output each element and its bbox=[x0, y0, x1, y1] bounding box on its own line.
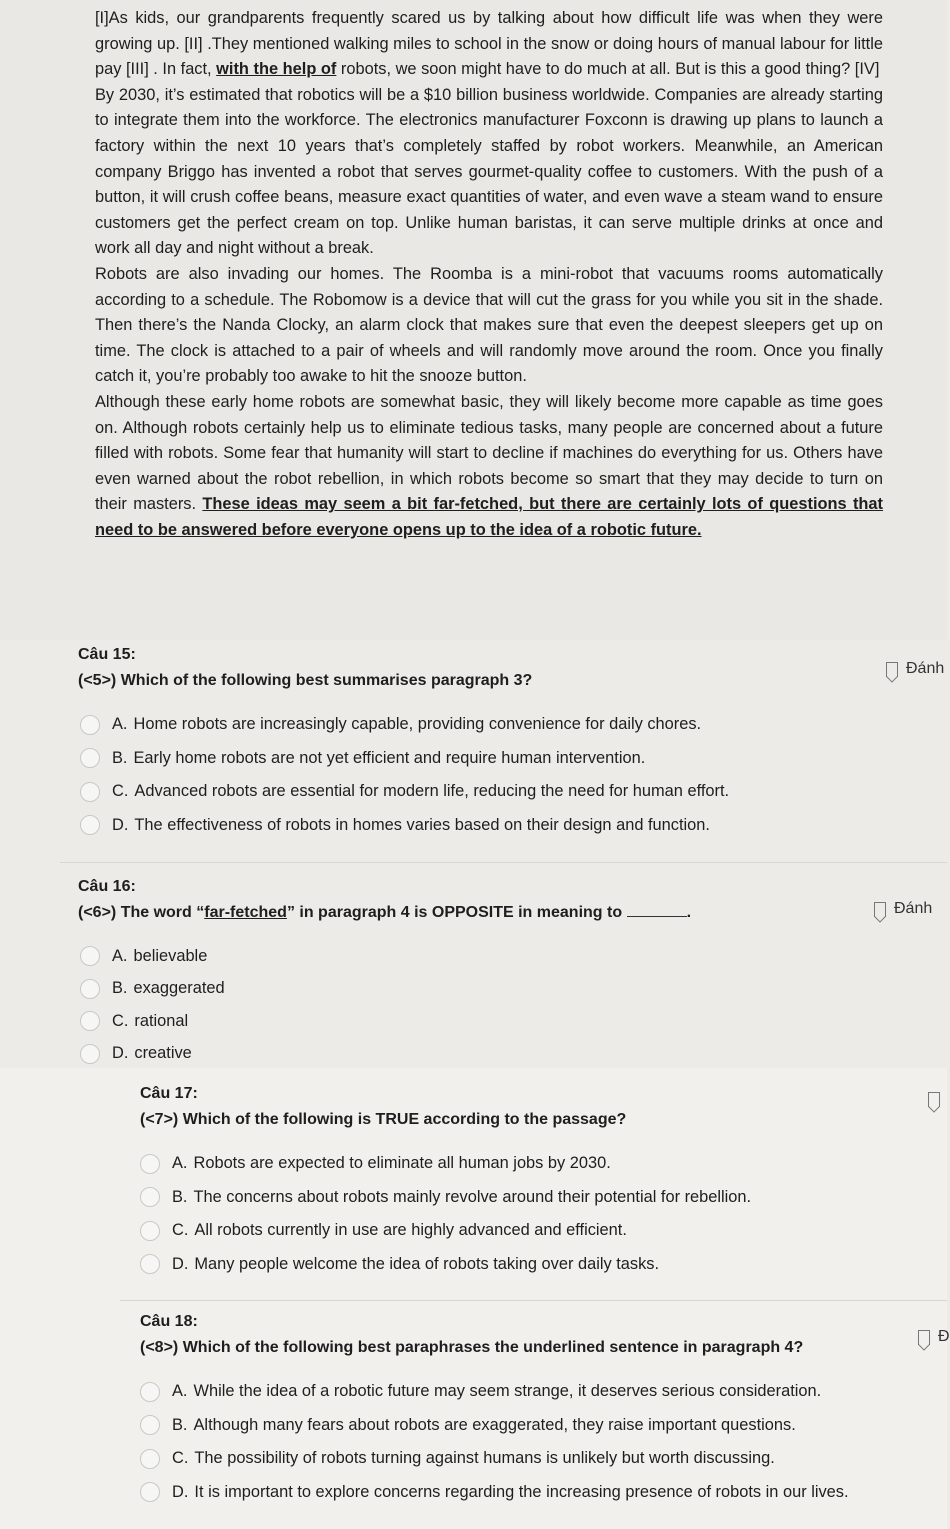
question-text: (<6>) The word “far-fetched” in paragraph 4 is OPPOSITE in meaning to . bbox=[78, 904, 692, 921]
question-label: Câu 17: bbox=[140, 1085, 198, 1102]
option-c[interactable]: C. The possibility of robots turning against humans is unlikely but worth discussing. bbox=[140, 1442, 920, 1476]
bookmark-icon bbox=[874, 902, 886, 917]
paragraph-2: By 2030, it’s estimated that robotics will be a $10 billion business worldwide. Companies are already starting to integrate them into the workforce. The electronics manufacturer Foxconn is drawing up plans to launch a factory within the next 10 years that’s completely staffed by robot workers. Meanwhile, an American company Briggo has invented a robot that serves gourmet-quality coffee to customers. With the push of a button, it will crush coffee beans, measure exact quantities of water, and even wave a steam wand to ensure customers get the perfect cream on top. Unlike human baristas, it can serve multiple drinks at once and work all day and night without a break. bbox=[95, 85, 883, 258]
radio-button[interactable] bbox=[80, 979, 100, 999]
radio-button[interactable] bbox=[140, 1415, 160, 1435]
bookmark-icon bbox=[918, 1330, 930, 1345]
radio-button[interactable] bbox=[80, 1011, 100, 1031]
question-16 bbox=[78, 878, 878, 1070]
radio-button[interactable] bbox=[140, 1221, 160, 1241]
radio-button[interactable] bbox=[80, 946, 100, 966]
flag-question-16[interactable]: Đánh bbox=[874, 900, 932, 918]
radio-button[interactable] bbox=[80, 748, 100, 768]
option-d[interactable]: D. Many people welcome the idea of robots taking over daily tasks. bbox=[140, 1248, 920, 1282]
reading-passage bbox=[0, 0, 947, 640]
option-d[interactable]: D. It is important to explore concerns regarding the increasing presence of robots in our lives. bbox=[140, 1476, 920, 1510]
option-d[interactable]: D. The effectiveness of robots in homes varies based on their design and function. bbox=[80, 809, 878, 843]
answer-blank bbox=[627, 916, 687, 917]
question-15 bbox=[78, 646, 878, 842]
paragraph-1: [I]As kids, our grandparents frequently scared us by talking about how difficult life was when they were growing up. [II] .They mentioned walking miles to school in the snow or doing hours of manual labour for little pay [III] . In fact, with the help of robots, we soon might have to do much at all. But is this a good thing? [IV] bbox=[95, 9, 883, 79]
flag-question-15[interactable]: Đánh bbox=[886, 660, 944, 678]
underlined-phrase: with the help of bbox=[216, 60, 337, 79]
radio-button[interactable] bbox=[140, 1482, 160, 1502]
bookmark-icon bbox=[886, 662, 898, 677]
radio-button[interactable] bbox=[140, 1449, 160, 1469]
option-a[interactable]: A. While the idea of a robotic future may seem strange, it deserves serious consideration. bbox=[140, 1375, 920, 1409]
radio-button[interactable] bbox=[80, 715, 100, 735]
highlighted-word: far-fetched bbox=[204, 904, 287, 921]
question-label: Câu 15: bbox=[78, 646, 136, 663]
radio-button[interactable] bbox=[80, 1044, 100, 1064]
question-text: (<7>) Which of the following is TRUE according to the passage? bbox=[140, 1111, 627, 1128]
option-b[interactable]: B. exaggerated bbox=[80, 973, 878, 1006]
question-label: Câu 18: bbox=[140, 1313, 198, 1330]
radio-button[interactable] bbox=[80, 782, 100, 802]
radio-button[interactable] bbox=[140, 1154, 160, 1174]
option-c[interactable]: C. rational bbox=[80, 1005, 878, 1038]
question-18 bbox=[140, 1313, 920, 1509]
option-b[interactable]: B. Although many fears about robots are exaggerated, they raise important questions. bbox=[140, 1409, 920, 1443]
paragraph-4: Although these early home robots are somewhat basic, they will likely become more capable as time goes on. Although robots certainly help us to eliminate tedious tasks, many people are concerned about a future filled with robots. Some fear that humanity will start to decline if machines do everything for us. Others have even warned about the robot rebellion, in which robots become so smart that they may decide to turn on their masters. These ideas may seem a bit far-fetched, but there are certainly lots of questions that need to be answered before everyone opens up to the idea of a robotic future. bbox=[95, 392, 884, 539]
question-text: (<5>) Which of the following best summarises paragraph 3? bbox=[78, 672, 533, 689]
option-c[interactable]: C. Advanced robots are essential for modern life, reducing the need for human effort. bbox=[80, 775, 878, 809]
flag-question-18[interactable]: Đ bbox=[918, 1328, 950, 1346]
radio-button[interactable] bbox=[140, 1187, 160, 1207]
option-a[interactable]: A. Robots are expected to eliminate all human jobs by 2030. bbox=[140, 1147, 920, 1181]
question-17 bbox=[140, 1085, 920, 1281]
radio-button[interactable] bbox=[140, 1382, 160, 1402]
question-label: Câu 16: bbox=[78, 878, 136, 895]
option-a[interactable]: A. believable bbox=[80, 940, 878, 973]
option-d[interactable]: D. creative bbox=[80, 1038, 878, 1071]
radio-button[interactable] bbox=[140, 1254, 160, 1274]
divider bbox=[120, 1300, 947, 1301]
divider bbox=[60, 862, 947, 863]
bookmark-icon bbox=[928, 1092, 940, 1107]
option-a[interactable]: A. Home robots are increasingly capable, providing convenience for daily chores. bbox=[80, 708, 878, 742]
radio-button[interactable] bbox=[80, 815, 100, 835]
underlined-sentence: These ideas may seem a bit far-fetched, but there are certainly lots of questions that need to be answered before everyone opens up to the idea of a robotic future. bbox=[95, 495, 884, 539]
flag-question-17[interactable] bbox=[928, 1092, 940, 1107]
paragraph-3: Robots are also invading our homes. The Roomba is a mini-robot that vacuums rooms automatically according to a schedule. The Robomow is a device that will cut the grass for you while you sit in the shade. Then there’s the Nanda Clocky, an alarm clock that makes sure that even the deepest sleepers get up on time. The clock is attached to a pair of wheels and will randomly move around the room. Once you finally catch it, you’re probably too awake to hit the snooze button. bbox=[95, 264, 883, 386]
question-text: (<8>) Which of the following best paraphrases the underlined sentence in paragraph 4? bbox=[140, 1339, 804, 1356]
option-b[interactable]: B. Early home robots are not yet efficient and require human intervention. bbox=[80, 742, 878, 776]
option-b[interactable]: B. The concerns about robots mainly revolve around their potential for rebellion. bbox=[140, 1181, 920, 1215]
option-c[interactable]: C. All robots currently in use are highly advanced and efficient. bbox=[140, 1214, 920, 1248]
